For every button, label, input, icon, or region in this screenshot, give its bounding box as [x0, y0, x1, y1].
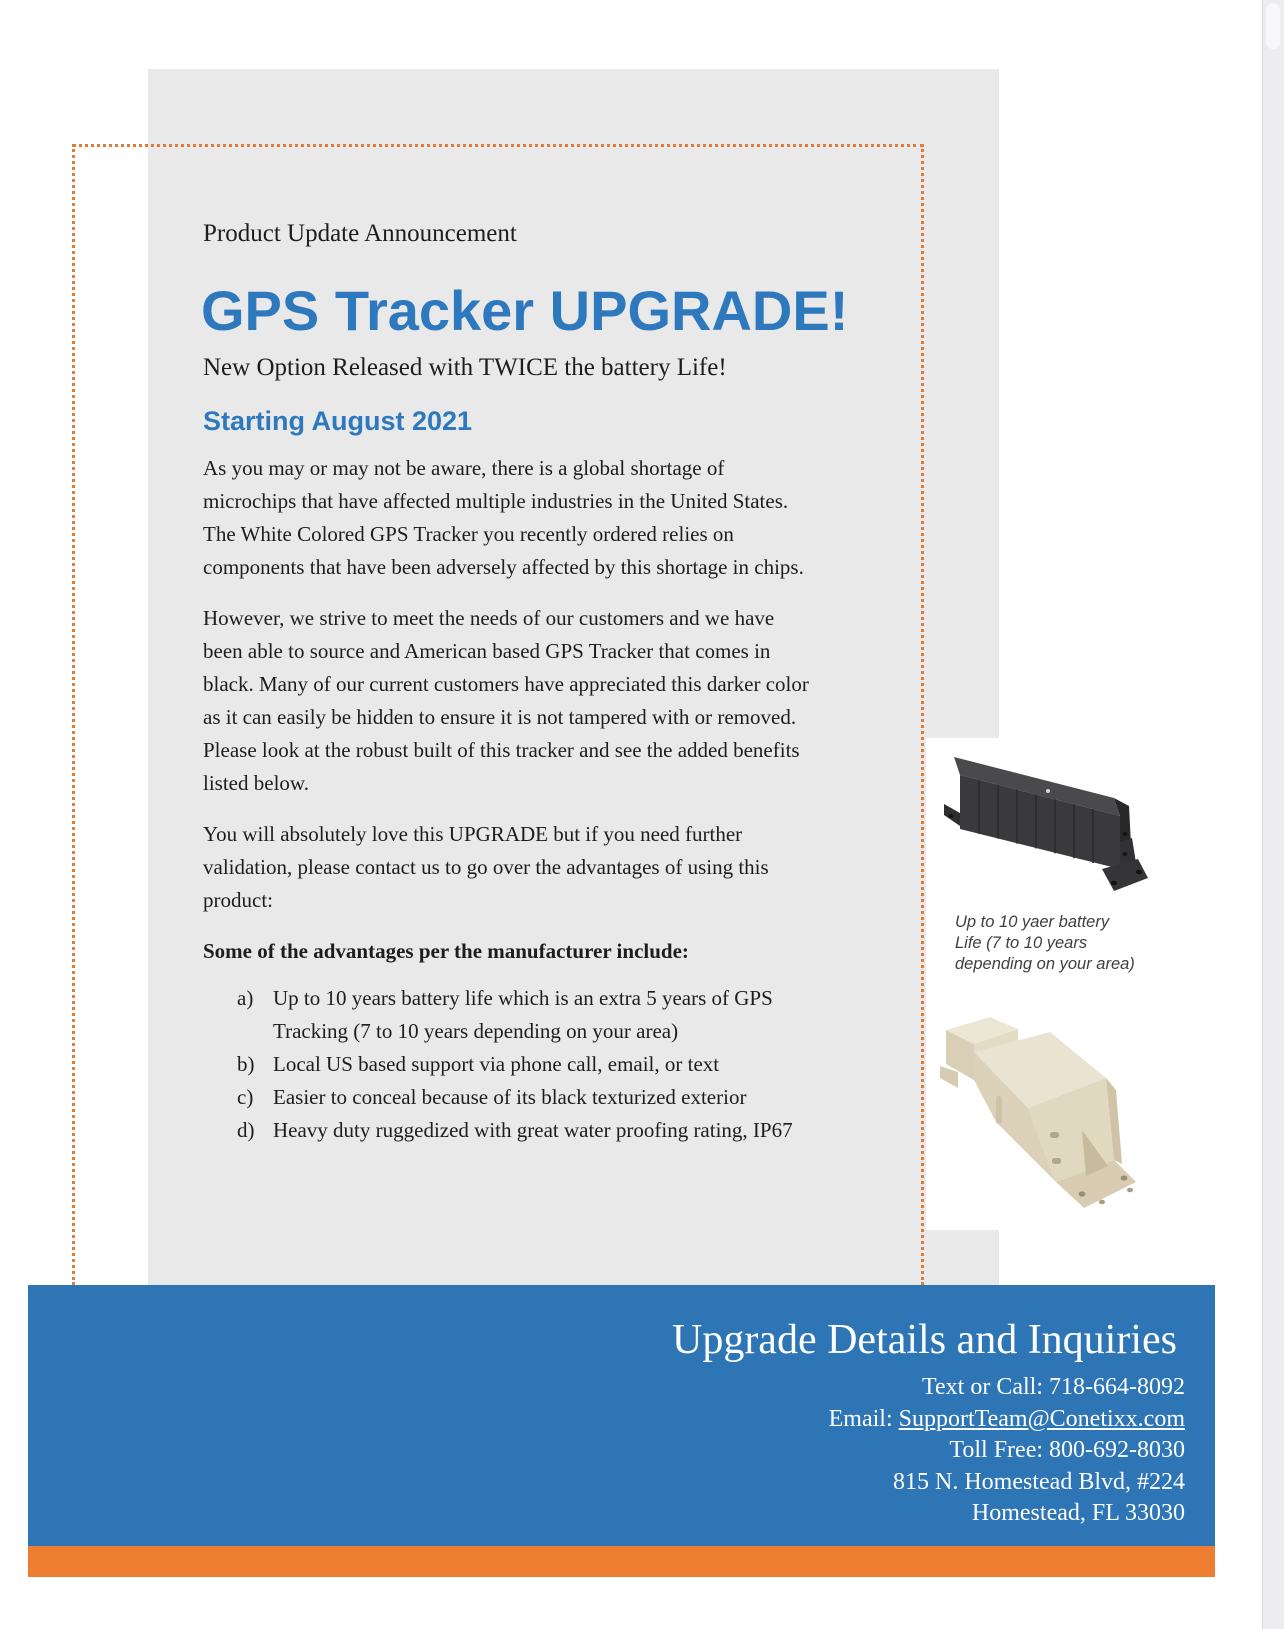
list-item-battery	[237, 982, 903, 1048]
photo-caption	[955, 912, 1135, 975]
section-heading-date: Starting August 2021	[203, 406, 473, 436]
paragraph-line: listed below.	[203, 771, 309, 795]
paragraph-shortage	[203, 452, 903, 584]
page-subtitle: New Option Released with TWICE the battery Life!	[203, 354, 727, 381]
white-tracker-image	[932, 1012, 1152, 1217]
list-item-text	[273, 1048, 719, 1081]
announcement-label: Product Update Announcement	[203, 220, 517, 247]
page-title: GPS Tracker UPGRADE!	[201, 279, 849, 342]
footer-orange-bar	[28, 1546, 1215, 1577]
scrollbar-track[interactable]	[1262, 0, 1284, 1629]
paragraph-line: The White Colored GPS Tracker you recently ordered relies on	[203, 522, 734, 546]
paragraph-line: been able to source and American based GPS Tracker that comes in	[203, 639, 771, 663]
paragraph-line: You will absolutely love this UPGRADE but if you need further	[203, 822, 743, 846]
contact-phone: Text or Call: 718-664-8092	[922, 1374, 1185, 1400]
paragraph-upgrade-pitch	[203, 818, 903, 917]
caption-line: Life (7 to 10 years	[955, 934, 1088, 952]
black-tracker-image	[932, 742, 1150, 906]
body-copy	[203, 452, 903, 1147]
paragraph-line: black. Many of our current customers have appreciated this darker color	[203, 672, 809, 696]
paragraph-line: As you may or may not be aware, there is a global shortage of	[203, 456, 725, 480]
list-item-line: Easier to conceal because of its black texturized exterior	[273, 1085, 747, 1109]
list-item-text	[273, 982, 773, 1048]
paragraph-line: validation, please contact us to go over the advantages of using this	[203, 855, 769, 879]
list-item-line: Tracking (7 to 10 years depending on your area)	[273, 1019, 679, 1043]
footer-contact-block	[28, 1372, 1185, 1530]
contact-email-label: Email:	[828, 1405, 899, 1432]
advantages-heading: Some of the advantages per the manufacturer include:	[203, 939, 689, 963]
advantages-list	[203, 982, 903, 1147]
list-item-text	[273, 1114, 793, 1147]
paragraph-line: components that have been adversely affected by this shortage in chips.	[203, 555, 804, 579]
list-marker: c)	[237, 1085, 254, 1109]
contact-email	[28, 1404, 1185, 1436]
list-item-text	[273, 1081, 746, 1114]
paragraph-line: Please look at the robust built of this tracker and see the added benefits	[203, 738, 800, 762]
caption-line: depending on your area)	[955, 955, 1135, 973]
footer-banner	[28, 1285, 1215, 1546]
paragraph-line: product:	[203, 888, 273, 912]
paragraph-line: However, we strive to meet the needs of our customers and we have	[203, 606, 775, 630]
paragraph-new-tracker	[203, 602, 903, 800]
list-item-rugged	[237, 1114, 903, 1147]
contact-tollfree: Toll Free: 800-692-8030	[949, 1437, 1185, 1463]
list-item-line: Local US based support via phone call, email, or text	[273, 1052, 720, 1076]
scrollbar-thumb[interactable]	[1266, 3, 1280, 49]
paragraph-line: microchips that have affected multiple industries in the United States.	[203, 489, 789, 513]
caption-line: Up to 10 yaer battery	[955, 913, 1110, 931]
list-marker: d)	[237, 1118, 255, 1142]
contact-address-line1: 815 N. Homestead Blvd, #224	[893, 1468, 1185, 1495]
list-item-support	[237, 1048, 903, 1081]
list-item-line: Up to 10 years battery life which is an extra 5 years of GPS	[273, 986, 773, 1010]
white-tracker-illustration	[932, 1012, 1152, 1217]
black-tracker-illustration	[932, 742, 1150, 906]
list-marker: a)	[237, 986, 254, 1010]
contact-address-line2: Homestead, FL 33030	[971, 1500, 1185, 1526]
list-item-conceal	[237, 1081, 903, 1114]
paragraph-line: as it can easily be hidden to ensure it is not tampered with or removed.	[203, 705, 797, 729]
footer-heading: Upgrade Details and Inquiries	[671, 1317, 1177, 1363]
list-marker: b)	[237, 1052, 255, 1076]
list-item-line: Heavy duty ruggedized with great water proofing rating, IP67	[273, 1118, 793, 1142]
email-link[interactable]: SupportTeam@Conetixx.com	[898, 1405, 1185, 1432]
